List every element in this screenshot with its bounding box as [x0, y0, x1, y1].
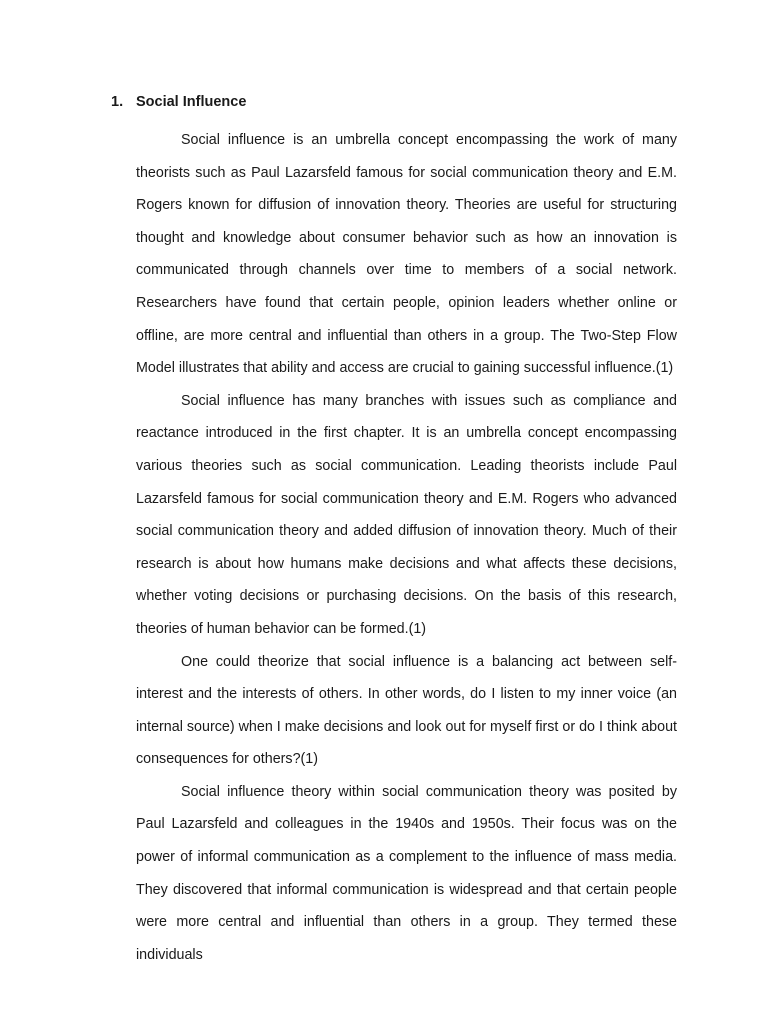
- section-number: 1.: [111, 94, 124, 110]
- paragraph-1: Social influence is an umbrella concept encompassing the work of many theorists such as Paul Lazarsfeld famous for social communication theory and E.M. Rogers known for diffusion of innovation theory. Theories are useful for structuring thought and knowledge about consumer behavior such as how an innovation is communicated through channels over time to members of a social network. Researchers have found that certain people, opinion leaders whether online or offline, are more central and influential than others in a group. The Two-Step Flow Model illustrates that ability and access are crucial to gaining successful influence.(1): [136, 132, 677, 377]
- paragraph-2: Social influence has many branches with issues such as compliance and reactance introduced in the first chapter. It is an umbrella concept encompassing various theories such as social communication. Leading theorists include Paul Lazarsfeld famous for social communication theory and E.M. Rogers who advanced social communication theory and added diffusion of innovation theory. Much of their research is about how humans make decisions and what affects these decisions, whether voting decisions or purchasing decisions. On the basis of this research, theories of human behavior can be formed.(1): [136, 392, 677, 637]
- section-title: Social Influence: [136, 94, 247, 110]
- section-heading: [111, 92, 246, 112]
- paragraph-3: One could theorize that social influence is a balancing act between self-interest and the interests of others. In other words, do I listen to my inner voice (an internal source) when I make decisions and look out for myself first or do I think about consequences for others?(1): [136, 653, 677, 768]
- section-body: [136, 124, 677, 971]
- paragraph-4: Social influence theory within social communication theory was posited by Paul Lazarsfeld and colleagues in the 1940s and 1950s. Their focus was on the power of informal communication as a complement to the influence of mass media. They discovered that informal communication is widespread and that certain people were more central and influential than others in a group. They termed these individuals: [136, 783, 677, 963]
